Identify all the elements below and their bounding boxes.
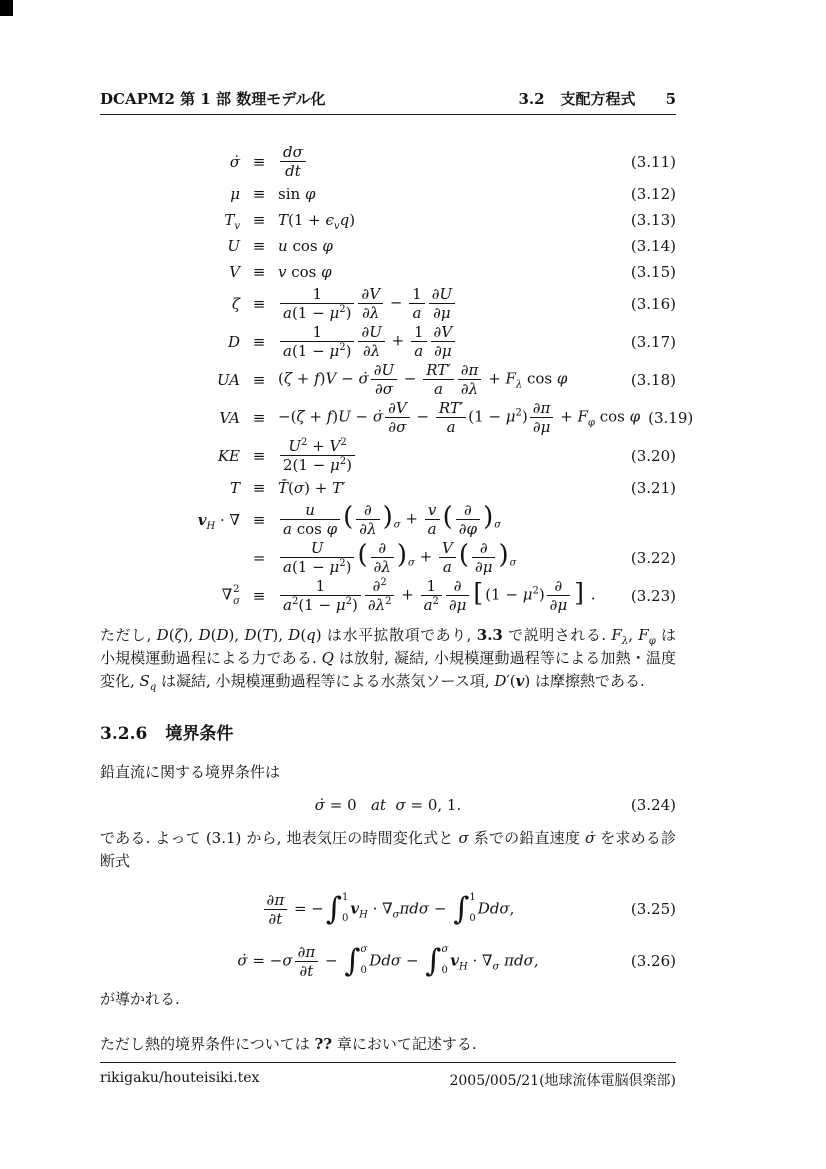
equation-number: (3.24) xyxy=(630,796,676,814)
equation-rhs: $\frac{U}{a(1 - \mu^2)}$ ( ∂ ∂λ )$_\sigma$ + $\frac{V}{a}$ ( ∂ ∂μ )$_\sigma$ xyxy=(278,539,623,576)
equation-rhs: $\frac{1}{a(1 - \mu^2)}$ $\frac{\partial U}{\partial\lambda}$ + $\frac{1}{a}$ $\frac{\partial V}{\partial\mu}$ xyxy=(278,323,623,360)
section-heading xyxy=(100,719,676,744)
equation-lhs: V xyxy=(229,262,240,281)
equation-relation: ≡ xyxy=(252,294,266,313)
section-number: 3.2 xyxy=(518,90,545,108)
equation-rhs: −(ζ + f)U − σ̇ $\frac{\partial V}{\partial\sigma}$ − $\frac{RT'}{a}$ $(1 - \mu^2)$ $\frac{\partial\pi}{\partial\mu}$ + $F_\varphi$ cos φ xyxy=(278,399,641,436)
equation-relation: ≡ xyxy=(252,446,266,465)
equation-rhs: $\frac{d\sigma}{dt}$ xyxy=(278,143,623,180)
equation-rhs: $\frac{1}{a^2(1 - \mu^2)}$ $\frac{\partial^2}{\partial\lambda^2}$ + $\frac{1}{a^2}$ ∂ ∂μ [ $(1 - \mu^2)$ ∂ ∂μ ] . xyxy=(278,577,623,614)
equation-relation: ≡ xyxy=(252,478,266,497)
equation-row xyxy=(100,577,676,614)
equation-relation: = xyxy=(252,548,266,567)
equation-lhs: $T_v$ xyxy=(224,210,240,232)
page-body xyxy=(100,142,694,1056)
running-section xyxy=(518,88,676,109)
page-number: 5 xyxy=(665,90,676,108)
running-title: DCAPM2 第 1 部 数理モデル化 xyxy=(100,90,326,108)
equation-relation: ≡ xyxy=(252,262,266,281)
equation-number: (3.12) xyxy=(630,184,676,203)
equation-lhs: UA xyxy=(216,370,240,389)
section-heading-title: 境界条件 xyxy=(165,724,234,744)
equation-rhs: (ζ + f)V − σ̇ $\frac{\partial U}{\partial\sigma}$ − $\frac{RT'}{a}$ $\frac{\partial\pi}{\partial\lambda}$ + $F_\lambda$ cos φ xyxy=(278,361,568,398)
equation-lhs: μ xyxy=(230,184,240,203)
equation-row xyxy=(100,501,676,538)
equation-3-25 xyxy=(100,886,676,932)
scan-artifact-corner xyxy=(0,0,13,16)
equation-number: (3.21) xyxy=(630,478,676,497)
equation-row xyxy=(100,323,676,360)
equation-number: (3.16) xyxy=(630,294,676,313)
equation-lhs: σ̇ xyxy=(229,152,240,171)
equation-row xyxy=(100,259,676,284)
page-header xyxy=(100,88,676,115)
equation-relation: ≡ xyxy=(252,184,266,203)
equation-3-26 xyxy=(100,938,676,984)
equation-lhs: VA xyxy=(219,408,240,427)
page-footer xyxy=(100,1062,676,1090)
equation-lhs: D xyxy=(227,332,240,351)
equation-3-24 xyxy=(100,792,676,818)
equation-row xyxy=(100,285,676,322)
paragraph-after-definitions: ただし, D(ζ), D(D), D(T), D(q) は水平拡散項であり, 3.3 で説明される. $F_\lambda$, $F_\varphi$ は小規模運動過程による力である. Q は放射, 凝結, 小規模運動過程等による加熱・温度変化, $S_q$ は凝結, 小規模運動過程等による水蒸気ソース項, D′(v) は摩擦熱である. xyxy=(100,626,677,693)
equation-rhs: $\frac{u}{\text{a cos φ}}$ ( ∂ ∂λ )$_\sigma$ + $\frac{v}{a}$ ( ∂ ∂φ )$_\sigma$ xyxy=(278,501,668,538)
equation-relation: ≡ xyxy=(252,210,266,229)
equation-row xyxy=(100,207,676,232)
equation-rhs: u cos φ xyxy=(278,236,333,255)
equation-row xyxy=(100,539,676,576)
equation-row xyxy=(100,233,676,258)
paragraph-after-eq324: である. よって (3.1) から, 地表気圧の時間変化式と σ 系での鉛直速度 σ̇ を求める診断式 xyxy=(100,829,676,870)
equation-rhs: v cos φ xyxy=(278,262,332,281)
equation-body: σ̇ = −σ $\frac{\partial\pi}{\partial t}$ − ∫ σ 0 Ddσ − ∫ σ 0 $v_H \cdot \nabla_\sigma$ πdσ, xyxy=(237,942,539,980)
equation-body: σ̇ = 0 at σ = 0, 1. xyxy=(314,796,462,814)
equation-rhs: $\frac{1}{a(1 - \mu^2)}$ $\frac{\partial V}{\partial\lambda}$ − $\frac{1}{a}$ $\frac{\partial U}{\partial\mu}$ xyxy=(278,285,623,322)
equation-number: (3.25) xyxy=(630,900,676,918)
equation-number: (3.19) xyxy=(648,408,694,427)
equation-relation: ≡ xyxy=(252,586,266,605)
equation-relation: ≡ xyxy=(252,510,266,529)
equation-number: (3.23) xyxy=(630,586,676,605)
equation-body: $\frac{\partial\pi}{\partial t}$ = − ∫ 1 0 $v_H \cdot \nabla_\sigma\pi d\sigma$ − ∫ 1 0 Ddσ, xyxy=(262,891,515,928)
equation-row xyxy=(100,437,676,474)
equation-row xyxy=(100,181,676,206)
footer-source-file: rikigaku/houteisiki.tex xyxy=(100,1070,260,1086)
equation-number: (3.26) xyxy=(630,952,676,970)
equation-row xyxy=(100,475,676,500)
equation-row xyxy=(100,143,676,180)
equation-relation: ≡ xyxy=(252,370,266,389)
equation-row xyxy=(100,399,694,436)
equation-lhs: $v_H$ · ∇ xyxy=(197,510,240,532)
equation-relation: ≡ xyxy=(252,152,266,171)
equation-rhs: $T(1 + \epsilon_vq)$ xyxy=(278,210,356,232)
section-title: 支配方程式 xyxy=(560,90,636,108)
equation-number: (3.20) xyxy=(630,446,676,465)
definition-equation-list xyxy=(100,143,694,614)
equation-number: (3.17) xyxy=(630,332,676,351)
equation-number: (3.15) xyxy=(630,262,676,281)
equation-row xyxy=(100,361,676,398)
equation-rhs: $\frac{U^2 + V^2}{2(1 - \mu^2)}$ xyxy=(278,437,623,474)
paragraph-after-eq326: が導かれる. xyxy=(100,990,180,1008)
equation-number: (3.22) xyxy=(630,548,676,567)
paragraph-boundary-intro: 鉛直流に関する境界条件は xyxy=(100,763,281,781)
equation-lhs: ∇ 2 σ xyxy=(221,584,240,607)
equation-number: (3.11) xyxy=(630,152,676,171)
equation-number: (3.13) xyxy=(630,210,676,229)
equation-rhs: sin φ xyxy=(278,184,316,203)
equation-lhs: U xyxy=(227,236,240,255)
equation-lhs: T xyxy=(229,478,240,497)
equation-lhs: KE xyxy=(217,446,240,465)
equation-relation: ≡ xyxy=(252,408,266,427)
equation-number: (3.18) xyxy=(630,370,676,389)
section-heading-number: 3.2.6 xyxy=(100,724,148,744)
equation-relation: ≡ xyxy=(252,236,266,255)
equation-number: (3.14) xyxy=(630,236,676,255)
equation-lhs: ζ xyxy=(231,294,240,313)
equation-rhs: T̄(σ) + T′ xyxy=(278,478,346,497)
paragraph-thermal-note: ただし熱的境界条件については ?? 章において記述する. xyxy=(100,1035,477,1053)
footer-date-credit: 2005/005/21(地球流体電脳倶楽部) xyxy=(449,1073,676,1089)
equation-relation: ≡ xyxy=(252,332,266,351)
